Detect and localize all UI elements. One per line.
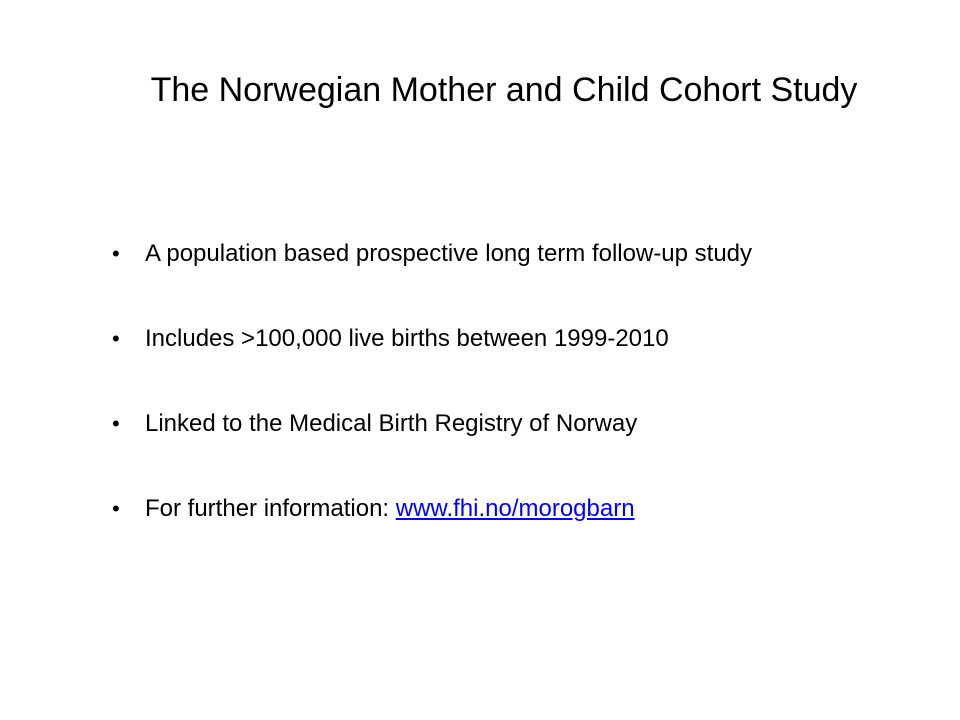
bullet-text-with-link bbox=[145, 487, 635, 531]
slide-title: The Norwegian Mother and Child Cohort Study bbox=[150, 71, 858, 109]
bullet-text: For further information: bbox=[145, 495, 396, 522]
bullet-dot-icon: • bbox=[112, 411, 120, 436]
bullet-dot-icon: • bbox=[112, 326, 120, 351]
bullet-item bbox=[112, 317, 912, 402]
bullet-dot-icon: • bbox=[112, 241, 120, 266]
bullet-text: A population based prospective long term follow-up study bbox=[145, 240, 753, 267]
bullet-list bbox=[112, 232, 912, 572]
info-link[interactable]: www.fhi.no/morogbarn bbox=[395, 495, 635, 522]
bullet-text: Includes >100,000 live births between 1999-2010 bbox=[145, 325, 669, 352]
bullet-item bbox=[112, 232, 912, 317]
bullet-dot-icon: • bbox=[112, 496, 120, 521]
bullet-text: Linked to the Medical Birth Registry of Norway bbox=[145, 410, 638, 437]
bullet-item bbox=[112, 487, 912, 572]
bullet-item bbox=[112, 402, 912, 487]
